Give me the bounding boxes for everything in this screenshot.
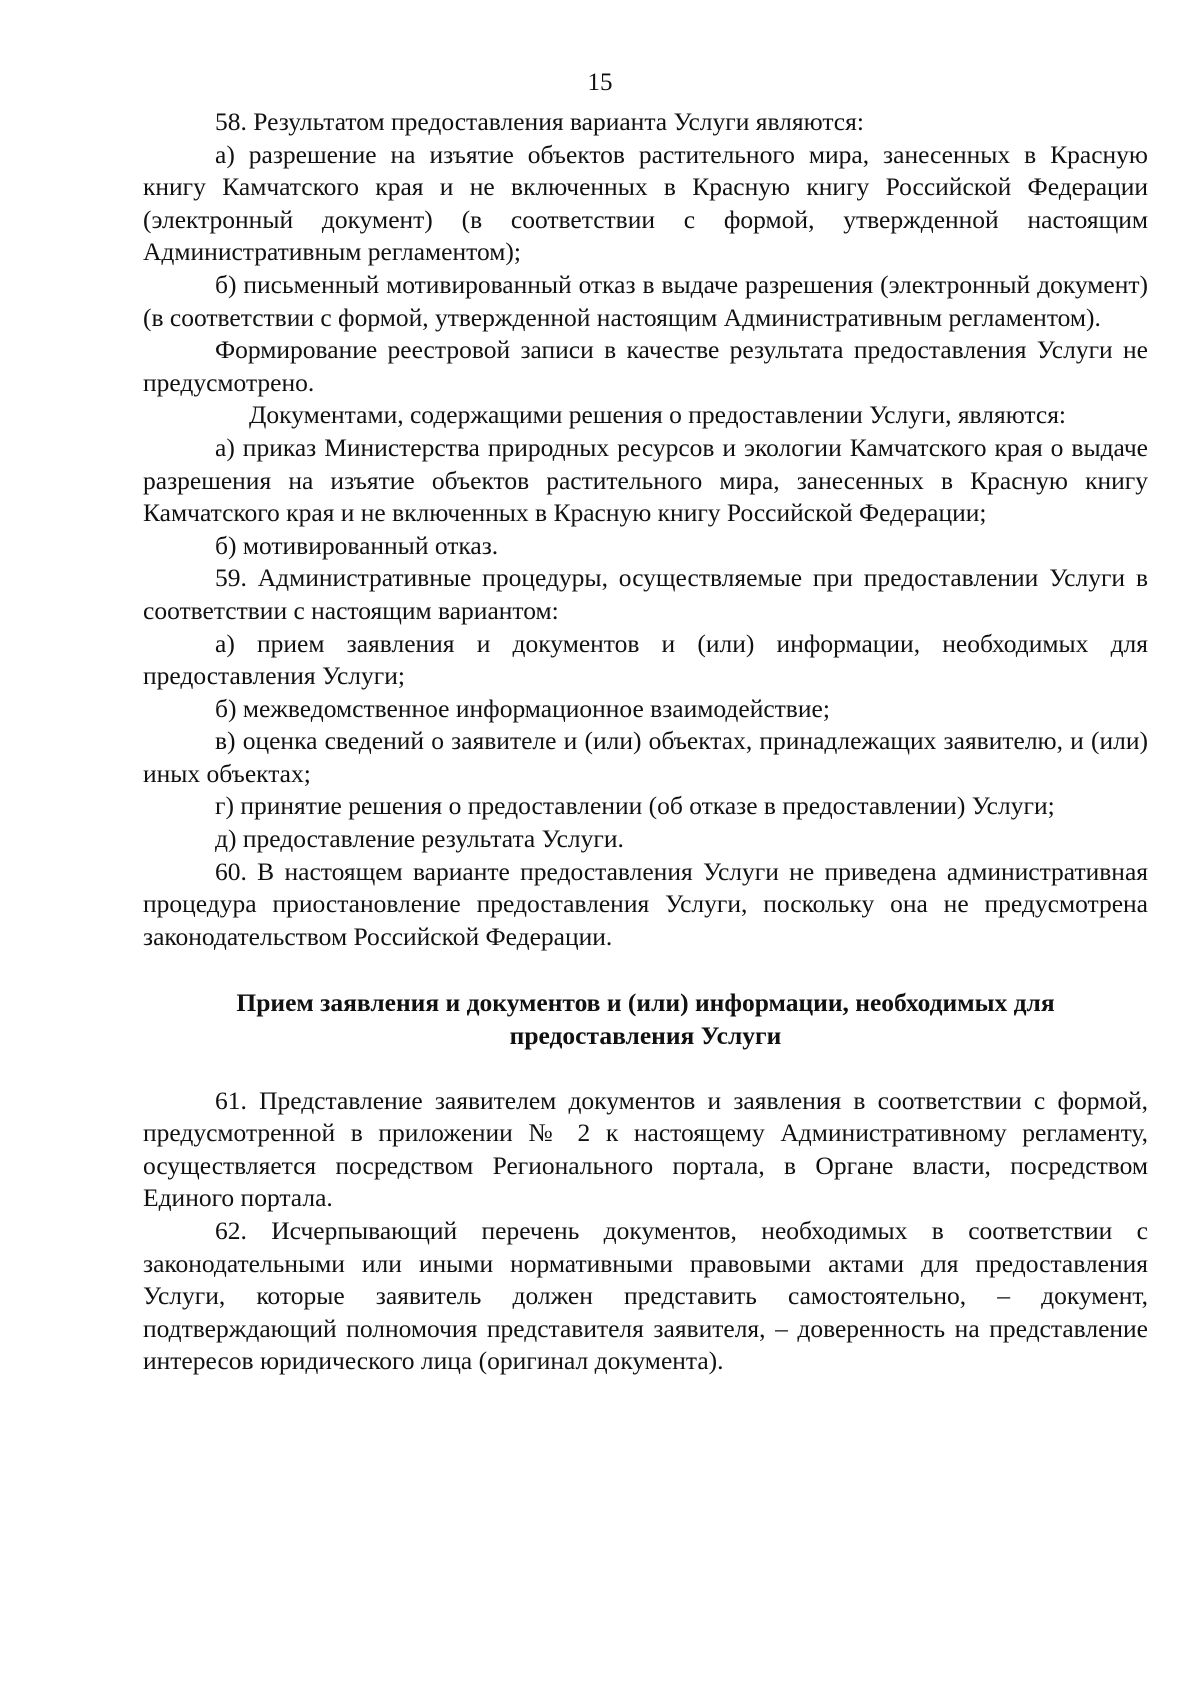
section-heading: [143, 987, 1148, 1052]
document-body: [143, 106, 1148, 1378]
paragraph-58-b: б) письменный мотивированный отказ в выдаче разрешения (электронный документ) (в соответствии с формой, утвержденной настоящим Административным регламентом).: [143, 269, 1148, 332]
paragraph-62: 62. Исчерпывающий перечень документов, необходимых в соответствии с законодательными или иными нормативными правовыми актами для предоставления Услуги, которые заявитель должен представить самостоятельно, – документ, подтверждающий полномочия представителя заявителя, – доверенность на представление интересов юридического лица (оригинал документа).: [143, 1216, 1148, 1376]
paragraph-59-v: в) оценка сведений о заявителе и (или) объектах, принадлежащих заявителю, и (или) иных объектах;: [143, 726, 1148, 788]
paragraph-59-d: д) предоставление результата Услуги.: [215, 824, 624, 854]
paragraph-59-a: а) прием заявления и документов и (или) информации, необходимых для предоставления Услуги;: [143, 628, 1148, 691]
paragraph-59: 59. Административные процедуры, осуществляемые при предоставлении Услуги в соответствии с настоящим вариантом:: [143, 563, 1148, 625]
paragraph-58-a: а) разрешение на изъятие объектов растительного мира, занесенных в Красную книгу Камчатского края и не включенных в Красную книгу Российской Федерации (электронный документ) (в соответствии с формой, утвержденной настоящим Административным регламентом);: [143, 139, 1148, 267]
paragraph-61: 61. Представление заявителем документов и заявления в соответствии с формой, предусмотренной в приложении № 2 к настоящему Административному регламенту, осуществляется посредством Регионального портала, в Органе власти, посредством Единого портала.: [143, 1085, 1148, 1213]
paragraph-58: 58. Результатом предоставления варианта Услуги являются:: [215, 107, 864, 136]
section-heading-line-2: предоставления Услуги: [509, 1021, 782, 1051]
section-heading-line-1: Прием заявления и документов и (или) информации, необходимых для: [236, 988, 1055, 1018]
paragraph-59-g: г) принятие решения о предоставлении (об отказе в предоставлении) Услуги;: [215, 791, 1055, 821]
paragraph-59-b: б) межведомственное информационное взаимодействие;: [215, 693, 830, 723]
paragraph-decision-a: а) приказ Министерства природных ресурсов и экологии Камчатского края о выдаче разрешения на изъятие объектов растительного мира, занесенных в Красную книгу Камчатского края и не включенных в Красную книгу Российской Федерации;: [143, 432, 1148, 528]
paragraph-60: 60. В настоящем варианте предоставления Услуги не приведена административная процедура приостановление предоставления Услуги, поскольку она не предусмотрена законодательством Российской Федерации.: [143, 856, 1148, 951]
paragraph-decision-documents: Документами, содержащими решения о предоставлении Услуги, являются:: [249, 400, 1067, 430]
paragraph-decision-b: б) мотивированный отказ.: [215, 530, 499, 560]
paragraph-registry-note: Формирование реестровой записи в качестве результата предоставления Услуги не предусмотрено.: [143, 335, 1148, 397]
page-number: 15: [587, 69, 613, 96]
